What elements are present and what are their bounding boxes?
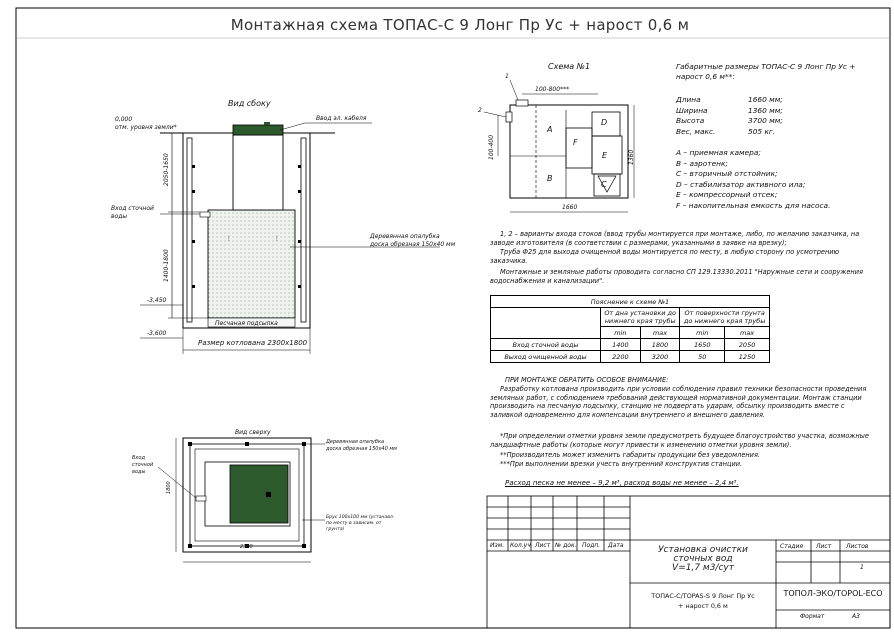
legend-item: D – стабилизатор активного ила; xyxy=(676,179,806,189)
format-value: А3 xyxy=(852,613,860,620)
stamp-stage: Стадия xyxy=(780,543,804,550)
table-col-2: От поверхности грунта до нижнего края трубы xyxy=(680,308,770,327)
cable-inlet-label: Ввод эл. кабеля xyxy=(316,115,367,122)
level-2: -3,600 xyxy=(147,330,167,337)
top-dim-v: 1800 xyxy=(166,481,172,494)
product-name: Установка очистки сточных вод V=1,7 м3/сут xyxy=(658,545,748,573)
level-1: -3,450 xyxy=(147,297,167,304)
side-view-title: Вид сбоку xyxy=(228,99,271,108)
dimensions-heading: Габаритные размеры ТОПАС-С 9 Лонг Пр Ус + нарост 0,6 м**: xyxy=(676,62,856,81)
table-row: Выход очищенной воды 2200 3200 50 1250 xyxy=(491,351,770,363)
beam-label: Брус 100х100 мм (устанавл. по месту в зависим. от грунта) xyxy=(326,515,395,532)
scheme-dim-pipe: 100-800*** xyxy=(535,86,570,93)
zero-level: 0,000 xyxy=(115,116,133,123)
compartment-a: A xyxy=(547,125,553,134)
table-col-1: От дна установки до нижнего края трубы xyxy=(601,308,680,327)
attention-text: Разработку котлована производить при условии соблюдения правил техники безопасности проведения земляных работ, с соблюдением требований действующей нормативной документации. Монтаж станции производить на песчаную подсыпку, станцию не подвергать ударам, обсыпку производить вместе с заливкой одновременно для компенсации внутреннего и внешнего давления. xyxy=(490,385,867,419)
dim-row: Вес, макс. 505 кг. xyxy=(676,126,776,136)
compartment-e: E xyxy=(602,151,608,160)
company-name: ТОПОЛ-ЭКО/TOPOL-ECO xyxy=(783,589,883,598)
legend-item: В – аэротенк; xyxy=(676,158,728,168)
legend-item: А – приемная камера; xyxy=(676,148,761,157)
scheme-dim-side: 100-400 xyxy=(488,134,495,160)
top-formwork-label-2: доска обрезная 150х40 мм xyxy=(326,446,397,452)
dim-row: Длина 1660 мм; xyxy=(676,95,783,104)
pit-size-label: Размер котлована 2300х1800 xyxy=(198,339,308,347)
stamp-col-list: Лист xyxy=(535,542,551,549)
sand-water-consumption: Расход песка не менее – 9,2 м³, расход воды не менее – 2,4 м³. xyxy=(505,479,739,487)
footnote-1: *При определении отметки уровня земли предусмотреть будущее благоустройство участка, возможные ландшафтные работы (которые могут привести к изменению отметки уровня земли). xyxy=(490,432,869,449)
inlet-label: Вход сточной воды xyxy=(111,205,154,220)
scheme-title: Схема №1 xyxy=(548,62,591,71)
top-dim-h: 2300 xyxy=(240,544,253,550)
footnote-3: ***При выполнении врезки учесть внутренний конструктив станции. xyxy=(500,460,743,468)
note-1: 1, 2 – варианты входа стоков (ввод трубы монтируется при монтаже, либо, по желанию заказчика, на заводе изготовителя (в соответствии с размерами, указанными в заявке на врезку); xyxy=(490,230,860,247)
top-view-title: Вид сверху xyxy=(235,429,271,436)
stamp-sheet: Лист xyxy=(816,543,832,550)
model-name: ТОПАС-С/TOPAS-S 9 Лонг Пр Ус + нарост 0,6 м xyxy=(651,592,755,610)
top-formwork-label: Деревянная опалубка xyxy=(326,439,385,445)
legend-item: С – вторичный отстойник; xyxy=(676,169,778,178)
dim-top: 2050-1650 xyxy=(163,153,170,186)
svg-text:⋮: ⋮ xyxy=(226,235,232,242)
scheme-n1: 1 xyxy=(505,73,509,80)
scheme-n2: 2 xyxy=(478,107,482,114)
scheme-height: 1360 xyxy=(628,149,635,165)
compartment-f: F xyxy=(573,138,578,147)
stamp-col-sign: Подп. xyxy=(582,542,601,549)
footnote-2: **Производитель может изменить габариты продукции без уведомления. xyxy=(500,451,761,459)
legend-item: Е – компрессорный отсек; xyxy=(676,190,778,199)
explanation-table: Пояснение к схеме №1 От дна установки до нижнего края трубы От поверхности грунта до нижнего края трубы min max min max Вход сточной воды 1400 1800 1650 2050 Выход очищенной воды 2200 3200 50 1250 xyxy=(490,295,770,363)
sand-label: Песчаная подсыпка xyxy=(215,320,278,327)
compartment-d: D xyxy=(601,118,608,127)
note-2: Труба Ф25 для выхода очищенной воды монтируется по месту, в любую сторону по усмотрению заказчика. xyxy=(490,248,840,265)
compartment-b: B xyxy=(547,174,553,183)
attention-heading: ПРИ МОНТАЖЕ ОБРАТИТЬ ОСОБОЕ ВНИМАНИЕ: xyxy=(505,376,669,384)
compartment-c: C xyxy=(601,180,607,189)
sheet-title: Монтажная схема ТОПАС-С 9 Лонг Пр Ус + нарост 0,6 м xyxy=(230,16,690,34)
table-row: Вход сточной воды 1400 1800 1650 2050 xyxy=(491,339,770,351)
note-3: Монтажные и земляные работы проводить согласно СП 129.13330.2011 "Наружные сети и сооружения водоснабжения и канализации". xyxy=(490,268,863,285)
stamp-sheets: Листов xyxy=(846,543,869,550)
stamp-sheets-value: 1 xyxy=(860,564,864,571)
stamp-col-doc: № док. xyxy=(555,542,577,549)
stamp-col-izm: Изм. xyxy=(490,542,505,549)
stamp-col-kol: Кол.уч xyxy=(510,542,531,549)
dim-row: Высота 3700 мм; xyxy=(676,116,783,125)
svg-text:⋮: ⋮ xyxy=(274,235,280,242)
formwork-label: Деревянная опалубка xyxy=(370,233,440,240)
legend-item: F – накопительная емкость для насоса. xyxy=(676,200,831,210)
table-title: Пояснение к схеме №1 xyxy=(491,296,770,308)
dim-bottom: 1400-1800 xyxy=(163,249,170,282)
top-inlet-label: Вход сточной воды xyxy=(132,455,154,475)
dim-row: Ширина 1360 мм; xyxy=(676,105,783,115)
stamp-col-date: Дата xyxy=(608,542,624,549)
ground-mark: отм. уровня земли* xyxy=(115,124,177,131)
formwork-label-2: доска обрезная 150х40 мм xyxy=(370,241,456,248)
format-label: Формат xyxy=(800,613,825,620)
scheme-width: 1660 xyxy=(562,204,578,211)
